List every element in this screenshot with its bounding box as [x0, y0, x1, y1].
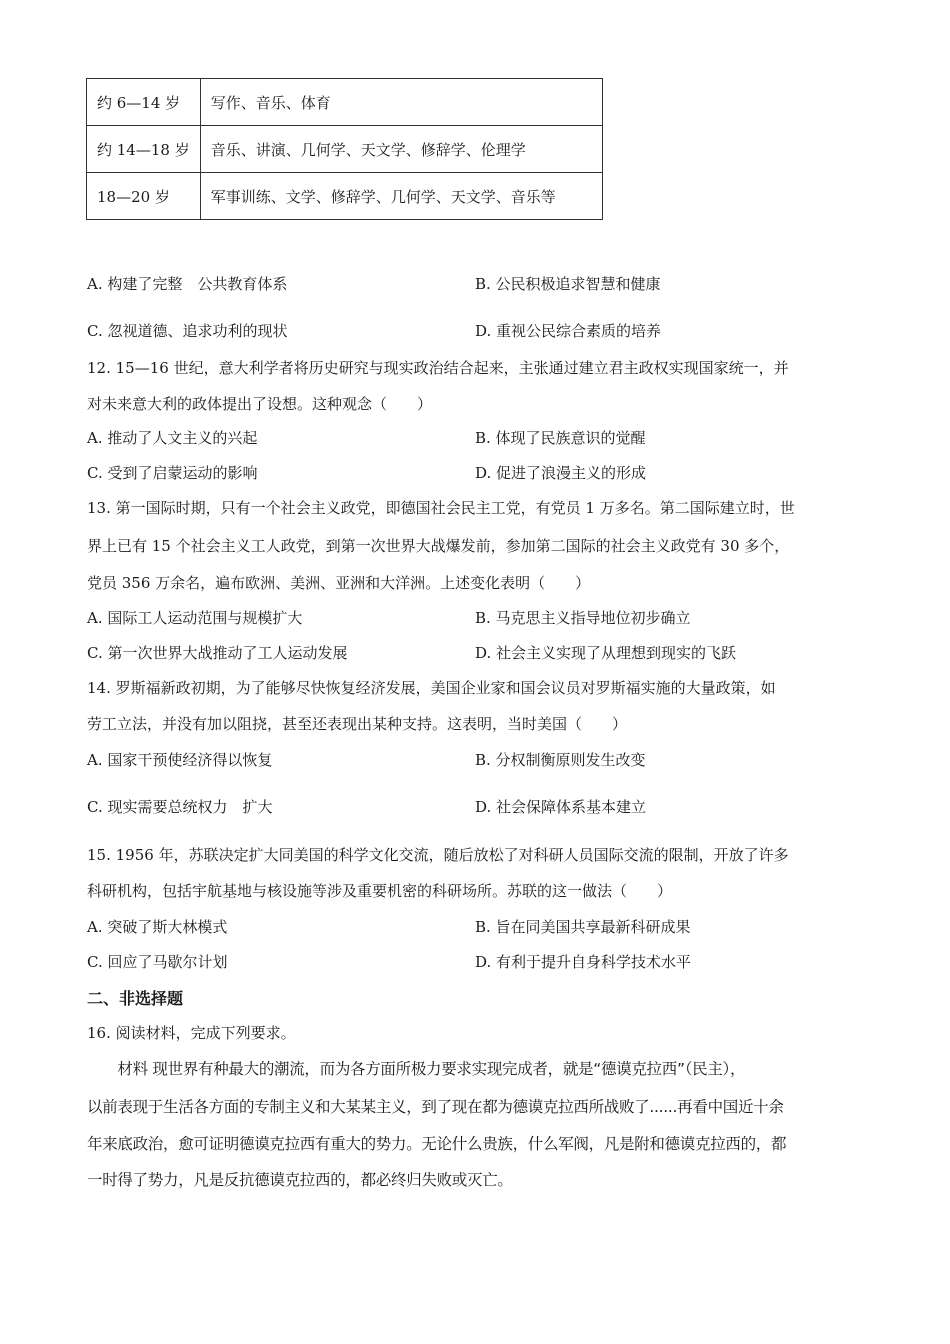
q11-option-c: C. 忽视道德、追求功利的现状 — [87, 322, 288, 340]
q14-stem-line: 14. 罗斯福新政初期，为了能够尽快恢复经济发展，美国企业家和国会议员对罗斯福实施的大量政策，如 — [87, 679, 776, 697]
material-line: 年来底政治，愈可证明德谟克拉西有重大的势力。无论什么贵族，什么军阀，凡是附和德谟克拉西的，都 — [87, 1135, 787, 1153]
material-line: 一时得了势力，凡是反抗德谟克拉西的，都必终归失败或灭亡。 — [87, 1171, 513, 1189]
q13-option-b: B. 马克思主义指导地位初步确立 — [475, 609, 691, 627]
curriculum-table — [86, 78, 603, 220]
table-row — [87, 173, 603, 220]
q14-option-a: A. 国家干预使经济得以恢复 — [87, 751, 273, 769]
q13-option-c: C. 第一次世界大战推动了工人运动发展 — [87, 644, 348, 662]
subjects-cell: 军事训练、文学、修辞学、几何学、天文学、音乐等 — [200, 173, 602, 220]
q11-option-a: A. 构建了完整 公共教育体系 — [87, 275, 288, 293]
table-row — [87, 79, 603, 126]
q12-option-d: D. 促进了浪漫主义的形成 — [475, 464, 647, 482]
q16-stem: 16. 阅读材料，完成下列要求。 — [87, 1024, 296, 1042]
q12-option-c: C. 受到了启蒙运动的影响 — [87, 464, 258, 482]
q13-stem-line: 13. 第一国际时期，只有一个社会主义政党，即德国社会民主工党，有党员 1 万多名。第二国际建立时，世 — [87, 499, 795, 517]
age-cell: 18—20 岁 — [87, 173, 201, 220]
q12-option-a: A. 推动了人文主义的兴起 — [87, 429, 258, 447]
q13-stem-line: 党员 356 万余名，遍布欧洲、美洲、亚洲和大洋洲。上述变化表明（ ） — [87, 574, 591, 592]
q15-option-b: B. 旨在同美国共享最新科研成果 — [475, 918, 691, 936]
q11-option-d: D. 重视公民综合素质的培养 — [475, 322, 662, 340]
q13-stem-line: 界上已有 15 个社会主义工人政党，到第一次世界大战爆发前，参加第二国际的社会主义政党有 30 多个， — [87, 537, 790, 555]
q12-option-b: B. 体现了民族意识的觉醒 — [475, 429, 646, 447]
q14-option-c: C. 现实需要总统权力 扩大 — [87, 798, 273, 816]
q15-option-d: D. 有利于提升自身科学技术水平 — [475, 953, 692, 971]
q13-option-d: D. 社会主义实现了从理想到现实的飞跃 — [475, 644, 737, 662]
q14-stem-line: 劳工立法，并没有加以阻挠，甚至还表现出某种支持。这表明，当时美国（ ） — [87, 715, 628, 733]
subjects-cell: 写作、音乐、体育 — [200, 79, 602, 126]
q15-option-a: A. 突破了斯大林模式 — [87, 918, 228, 936]
material-line: 材料 现世界有种最大的潮流，而为各方面所极力要求实现完成者，就是“德谟克拉西”（民主）， — [87, 1060, 746, 1078]
q15-stem-line: 15. 1956 年，苏联决定扩大同美国的科学文化交流，随后放松了对科研人员国际交流的限制，开放了许多 — [87, 846, 789, 864]
q15-option-c: C. 回应了马歇尔计划 — [87, 953, 228, 971]
q12-stem-line: 12. 15—16 世纪，意大利学者将历史研究与现实政治结合起来，主张通过建立君主政权实现国家统一，并 — [87, 359, 789, 377]
subjects-cell: 音乐、讲演、几何学、天文学、修辞学、伦理学 — [200, 126, 602, 173]
material-line: 以前表现于生活各方面的专制主义和大某某主义，到了现在都为德谟克拉西所战败了......再看中国近十余 — [87, 1098, 784, 1116]
q14-option-b: B. 分权制衡原则发生改变 — [475, 751, 646, 769]
age-cell: 约 6—14 岁 — [87, 79, 201, 126]
age-cell: 约 14—18 岁 — [87, 126, 201, 173]
table-row — [87, 126, 603, 173]
section-title: 二、非选择题 — [87, 989, 184, 1008]
q14-option-d: D. 社会保障体系基本建立 — [475, 798, 647, 816]
q12-stem-line: 对未来意大利的政体提出了设想。这种观念（ ） — [87, 395, 433, 413]
q11-option-b: B. 公民积极追求智慧和健康 — [475, 275, 661, 293]
q13-option-a: A. 国际工人运动范围与规模扩大 — [87, 609, 303, 627]
q15-stem-line: 科研机构，包括宇航基地与核设施等涉及重要机密的科研场所。苏联的这一做法（ ） — [87, 882, 673, 900]
